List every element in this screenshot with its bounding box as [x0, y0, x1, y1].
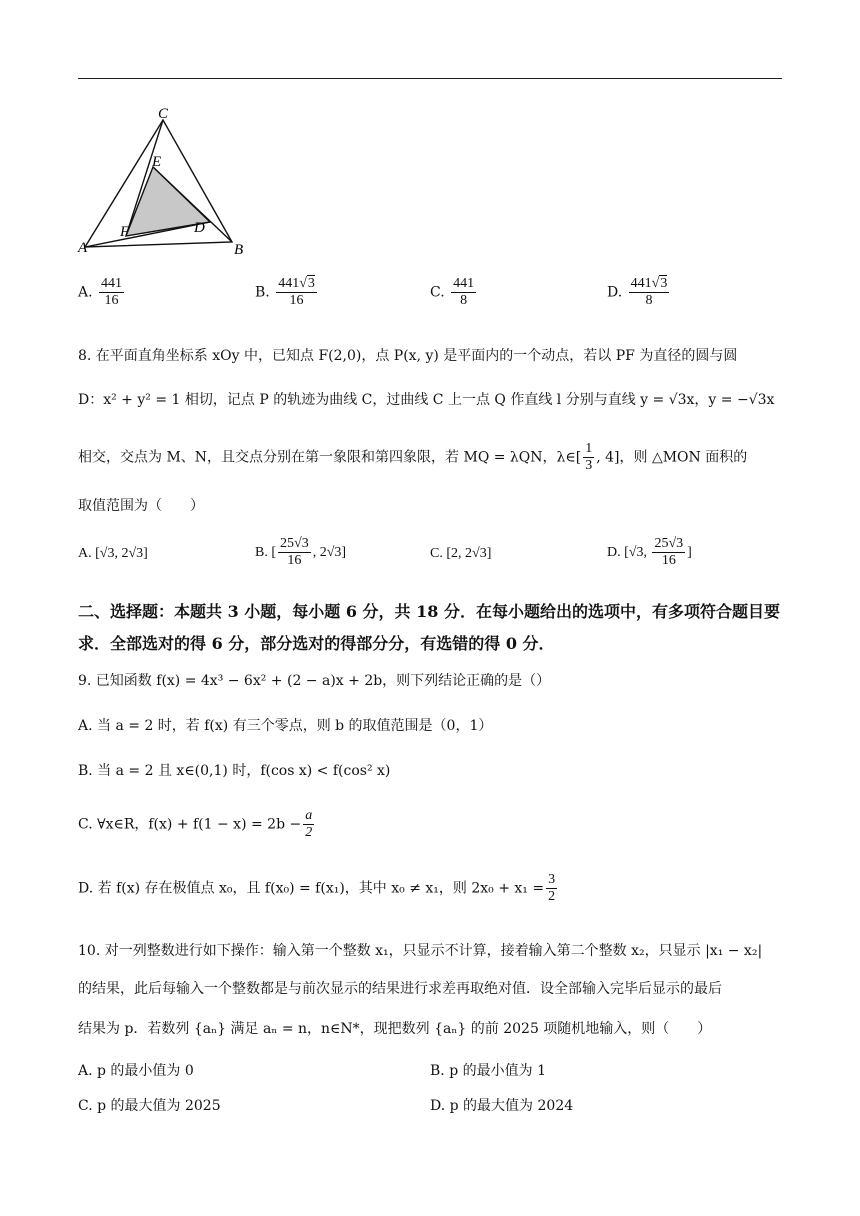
q8-option-a[interactable]: A. [√3, 2√3] — [78, 546, 148, 561]
vertex-label-a: A — [78, 240, 88, 256]
vertex-label-c: C — [158, 106, 169, 122]
q10-option-d[interactable]: D. p 的最大值为 2024 — [430, 1098, 574, 1114]
q10-line-3: 结果为 p．若数列 {aₙ} 满足 aₙ = n，n∈N*，现把数列 {aₙ} 的前 2025 项随机地输入，则（ ） — [78, 1021, 712, 1037]
q9-stem: 9. 已知函数 f(x) = 4x³ − 6x² + (2 − a)x + 2b，则下列结论正确的是（） — [78, 673, 551, 689]
q7-option-a[interactable]: A. $\frac{441}{16}$ — [78, 276, 123, 309]
q9-option-b[interactable]: B. 当 a = 2 且 x∈(0,1) 时，f(cos x) < f(cos² x) — [78, 763, 391, 779]
q7-option-b[interactable]: B. $\frac{441√3}{16}$ — [255, 276, 315, 309]
vertex-label-e: E — [152, 154, 162, 170]
q8-option-b[interactable]: B. [ $\frac{25√3}{16}$ , 2√3] — [255, 536, 347, 569]
q10-line-1: 10. 对一列整数进行如下操作：输入第一个整数 x₁，只显示不计算，接着输入第二个整数 x₂，只显示 |x₁ − x₂| — [78, 943, 763, 959]
section-heading: 二、选择题：本题共 3 小题，每小题 6 分，共 18 分．在每小题给出的选项中，有多项符合题目要求．全部选对的得 6 分，部分选对的得部分分，有选错的得 0 分． — [78, 602, 780, 653]
q8-line-3: 相交，交点为 M、N，且交点分别在第一象限和第四象限，若 MQ = λQN，λ∈[ $\frac{1}{3}$ , 4]，则 △MON 面积的 — [78, 441, 748, 474]
q8-line-1: 8. 在平面直角坐标系 xOy 中，已知点 F(2,0)，点 P(x, y) 是平面内的一个动点，若以 PF 为直径的圆与圆 — [78, 348, 738, 364]
q9-option-d[interactable]: D. 若 f(x) 存在极值点 x₀，且 f(x₀) = f(x₁)，其中 x₀ ≠ x₁，则 2x₀ + x₁ = $\frac{3}{2}$ — [78, 872, 556, 905]
vertex-label-d: D — [194, 220, 205, 236]
q10-option-b[interactable]: B. p 的最小值为 1 — [430, 1063, 546, 1079]
vertex-label-b: B — [234, 242, 244, 256]
q9-option-c[interactable]: C. ∀x∈R，f(x) + f(1 − x) = 2b − $\frac{a}{2}$ — [78, 808, 313, 841]
q8-option-c[interactable]: C. [2, 2√3] — [430, 546, 492, 561]
q8-line-4: 取值范围为（ ） — [78, 498, 204, 514]
q10-option-a[interactable]: A. p 的最小值为 0 — [78, 1063, 194, 1079]
q10-line-2: 的结果，此后每输入一个整数都是与前次显示的结果进行求差再取绝对值．设全部输入完毕后显示的最后 — [78, 981, 722, 997]
q8-line-2: D：x² + y² = 1 相切，记点 P 的轨迹为曲线 C，过曲线 C 上一点 Q 作直线 l 分别与直线 y = √3x，y = −√3x — [78, 392, 775, 408]
q9-option-a[interactable]: A. 当 a = 2 时，若 f(x) 有三个零点，则 b 的取值范围是（0，1） — [78, 718, 493, 734]
q7-option-c[interactable]: C. $\frac{441}{8}$ — [430, 276, 475, 309]
triangle-figure — [76, 106, 256, 256]
q7-option-d[interactable]: D. $\frac{441√3}{8}$ — [607, 276, 668, 309]
q10-option-c[interactable]: C. p 的最大值为 2025 — [78, 1098, 221, 1114]
header-rule — [78, 78, 782, 79]
q8-option-d[interactable]: D. [√3, $\frac{25√3}{16}$ ] — [607, 536, 692, 569]
vertex-label-f: F — [120, 224, 130, 240]
